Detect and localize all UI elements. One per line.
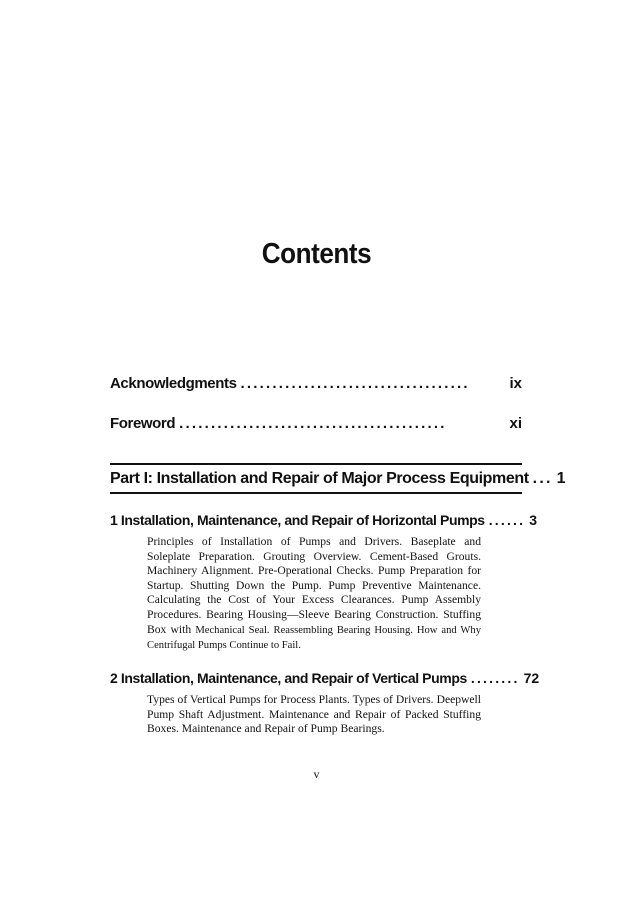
toc-entry-label: Acknowledgments	[110, 375, 237, 392]
toc-part-1[interactable]	[110, 470, 566, 488]
page-number: v	[313, 767, 320, 781]
toc-entry-foreword[interactable]	[110, 415, 522, 432]
toc-part-page: 1	[556, 470, 566, 487]
toc-entry-acknowledgments[interactable]	[110, 375, 522, 392]
chapter-1-description-main: Principles of Installation of Pumps and Drivers. Baseplate and Soleplate Preparation. Grouting Overview. Cement-Based Grouts. Machinery Alignment. Pre-Operational Checks. Pump Preparation for Startup. Shutting Down the Pump. Pump Preventive Maintenance. Calculating the Cost of Your Excess Clearances. Pump Assembly Procedures. Bearing Housing—Sleeve Bearing Construction. Stuffing Box with	[147, 535, 481, 636]
toc-chapter-page: 3	[529, 512, 538, 528]
toc-chapter-page: 72	[523, 670, 540, 686]
dot-leader: ..........................................	[179, 415, 447, 432]
chapter-2-description-main: Types of Vertical Pumps for Process Plants. Types of Drivers. Deepwell Pump Shaft Adjustment. Maintenance and Repair of Packed Stuffing Boxes. Maintenance and Repair of Pump Bearings.	[147, 693, 481, 736]
toc-entry-page: ix	[509, 375, 522, 392]
chapter-2-description	[147, 693, 481, 737]
part-rule-top	[110, 463, 522, 465]
dot-leader: ....................................	[240, 375, 470, 392]
chapter-1-description	[147, 535, 481, 654]
toc-entry-label: Foreword	[110, 415, 176, 432]
part-rule-bottom	[110, 492, 522, 494]
dot-leader: ........	[470, 670, 520, 686]
page-title: Contents	[261, 238, 372, 270]
dot-leader: ......	[488, 512, 526, 528]
toc-chapter-1[interactable]	[110, 512, 538, 528]
chapter-1-description-tail: Mechanical Seal. Reassembling Bearing Housing. How and Why Centrifugal Pumps Continue to Fail.	[147, 624, 481, 652]
toc-part-label: Part I: Installation and Repair of Major Process Equipment	[110, 470, 529, 487]
toc-entry-page: xi	[509, 415, 522, 432]
dot-leader: ...	[532, 470, 553, 487]
toc-chapter-2[interactable]	[110, 670, 540, 686]
toc-chapter-label: 1 Installation, Maintenance, and Repair of Horizontal Pumps	[110, 512, 485, 528]
toc-chapter-label: 2 Installation, Maintenance, and Repair of Vertical Pumps	[110, 670, 467, 686]
